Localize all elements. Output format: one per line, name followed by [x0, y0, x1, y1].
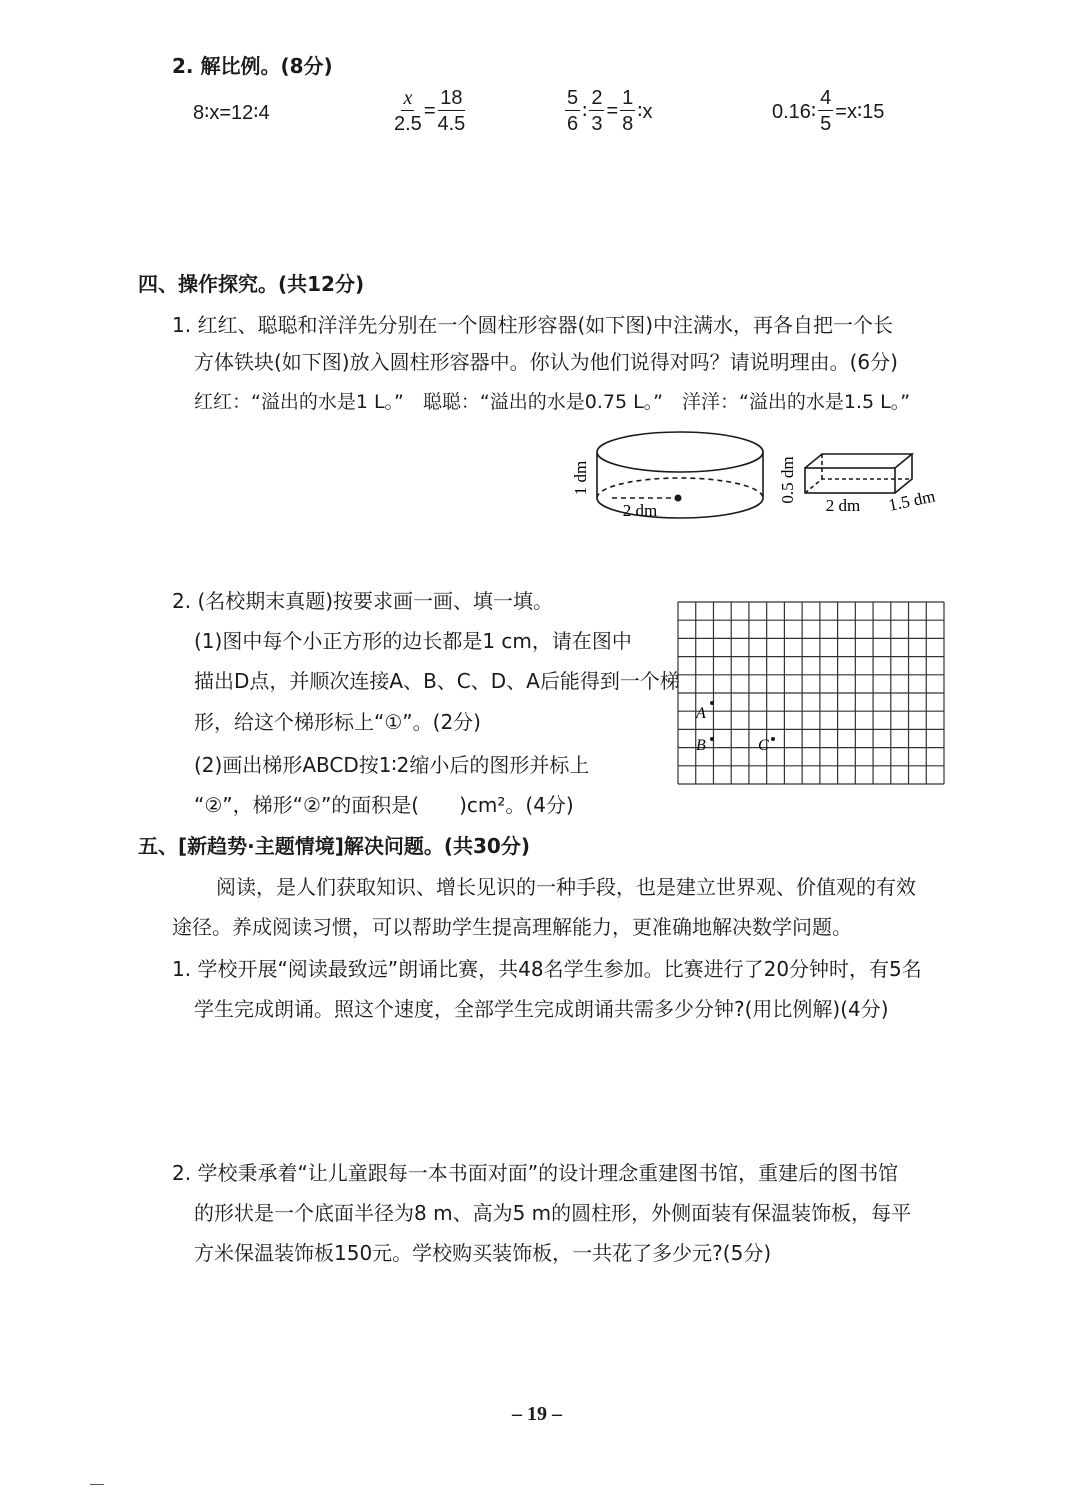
grid-point-a-label: A [696, 705, 706, 722]
cylinder-height-label: 1 dm [571, 460, 590, 496]
fraction [818, 88, 833, 134]
cylinder-radius-label: 2 dm [622, 501, 658, 520]
fraction [589, 88, 604, 134]
s4-q2-part2-line-2: “②”，梯形“②”的面积是( )cm²。(4分) [194, 793, 574, 817]
s4-q2-title: 2. (名校期末真题)按要求画一画、填一填。 [172, 589, 554, 613]
s5-intro-line-2: 途径。养成阅读习惯，可以帮助学生提高理解能力，更准确地解决数学问题。 [172, 915, 852, 939]
s4-q1-line-1: 1. 红红、聪聪和洋洋先分别在一个圆柱形容器(如下图)中注满水，再各自把一个长 [172, 313, 894, 337]
cuboid-height-label: 0.5 dm [778, 456, 797, 504]
fraction-denominator: 3 [591, 113, 603, 135]
s5-q1-line-1: 1. 学校开展“阅读最致远”朗诵比赛，共48名学生参加。比赛进行了20分钟时，有5名 [172, 957, 922, 981]
cuboid-side-face [895, 454, 912, 493]
s5-q2-line-1: 2. 学校秉承着“让儿童跟每一本书面对面”的设计理念重建图书馆，重建后的图书馆 [172, 1161, 899, 1185]
cuboid-top-face [805, 454, 912, 468]
ratio-question-title: 2. 解比例。(8分) [172, 54, 333, 78]
page-number: – 19 – [512, 1403, 562, 1425]
s4-q2-part1-line-1: (1)图中每个小正方形的边长都是1 cm，请在图中 [194, 629, 632, 653]
fraction-numerator: 18 [440, 87, 463, 109]
fraction [565, 88, 580, 134]
equation-head: 0.16∶ [772, 100, 817, 123]
ratio-equation-2 [392, 88, 467, 134]
cylinder-top-ellipse [597, 432, 763, 472]
fraction-denominator: 5 [820, 113, 832, 135]
grid-point-a [710, 701, 714, 705]
ratio-equation-1 [193, 100, 270, 125]
s5-q1-line-2: 学生完成朗诵。照这个速度，全部学生完成朗诵共需多少分钟?(用比例解)(4分) [194, 997, 889, 1021]
fraction-denominator: 6 [567, 113, 579, 135]
fraction-denominator: 8 [622, 113, 634, 135]
s4-q1-line-2: 方体铁块(如下图)放入圆柱形容器中。你认为他们说得对吗？请说明理由。(6分) [194, 350, 898, 374]
fraction-numerator: 1 [622, 87, 634, 109]
cylinder-cuboid-figure [560, 420, 960, 530]
s4-q2-part1-line-3: 形，给这个梯形标上“①”。(2分) [194, 710, 481, 734]
grid-point-b [710, 737, 714, 741]
fraction-denominator: 2.5 [394, 113, 422, 135]
equals-sign: = [423, 99, 436, 122]
ratio-equation-4 [772, 88, 884, 134]
cuboid-front-face [805, 468, 895, 493]
s4-q1-line-3: 红红：“溢出的水是1 L。” 聪聪：“溢出的水是0.75 L。” 洋洋：“溢出的水是1.5 L。” [194, 391, 911, 413]
equals-sign: = [606, 99, 619, 122]
s5-intro-line-1: 阅读，是人们获取知识、增长见识的一种手段，也是建立世界观、价值观的有效 [216, 875, 916, 899]
grid-point-c [771, 737, 775, 741]
s4-q2-part1-line-2: 描出D点，并顺次连接A、B、C、D、A后能得到一个梯 [194, 669, 680, 693]
s5-q2-line-2: 的形状是一个底面半径为8 m、高为5 m的圆柱形，外侧面装有保温装饰板，每平 [194, 1201, 912, 1225]
square-grid[interactable] [676, 600, 946, 786]
scan-mark [90, 1484, 104, 1485]
grid-point-b-label: B [696, 737, 706, 754]
cuboid-width-label: 1.5 dm [886, 486, 937, 515]
cylinder-bottom-back [597, 478, 763, 498]
fraction-numerator: 4 [820, 87, 832, 109]
fraction-denominator: 4.5 [437, 113, 466, 135]
cuboid-hidden-edges [805, 479, 912, 493]
cuboid-length-label: 2 dm [825, 496, 861, 515]
fraction [620, 88, 635, 134]
ratio-equation-3 [563, 88, 653, 134]
grid-point-c-label: C [758, 737, 769, 754]
equation-1-text: 8∶x=12∶4 [193, 102, 270, 124]
fraction-numerator: 2 [591, 87, 603, 109]
section-4-title: 四、操作探究。(共12分) [138, 272, 365, 296]
fraction [438, 88, 466, 134]
ratio-colon: ∶ [582, 100, 588, 123]
equation-tail: =x∶15 [835, 100, 885, 123]
fraction [394, 88, 422, 134]
fraction-numerator: 5 [567, 87, 579, 109]
s4-q2-part2-line-1: (2)画出梯形ABCD按1∶2缩小后的图形并标上 [194, 753, 590, 777]
fraction-numerator: x [403, 87, 413, 109]
section-5-title: 五、[新趋势·主题情境]解决问题。(共30分) [138, 834, 530, 858]
s5-q2-line-3: 方米保温装饰板150元。学校购买装饰板，一共花了多少元?(5分) [194, 1241, 772, 1265]
cylinder-center-dot [675, 495, 682, 502]
equation-tail: ∶x [637, 100, 653, 123]
